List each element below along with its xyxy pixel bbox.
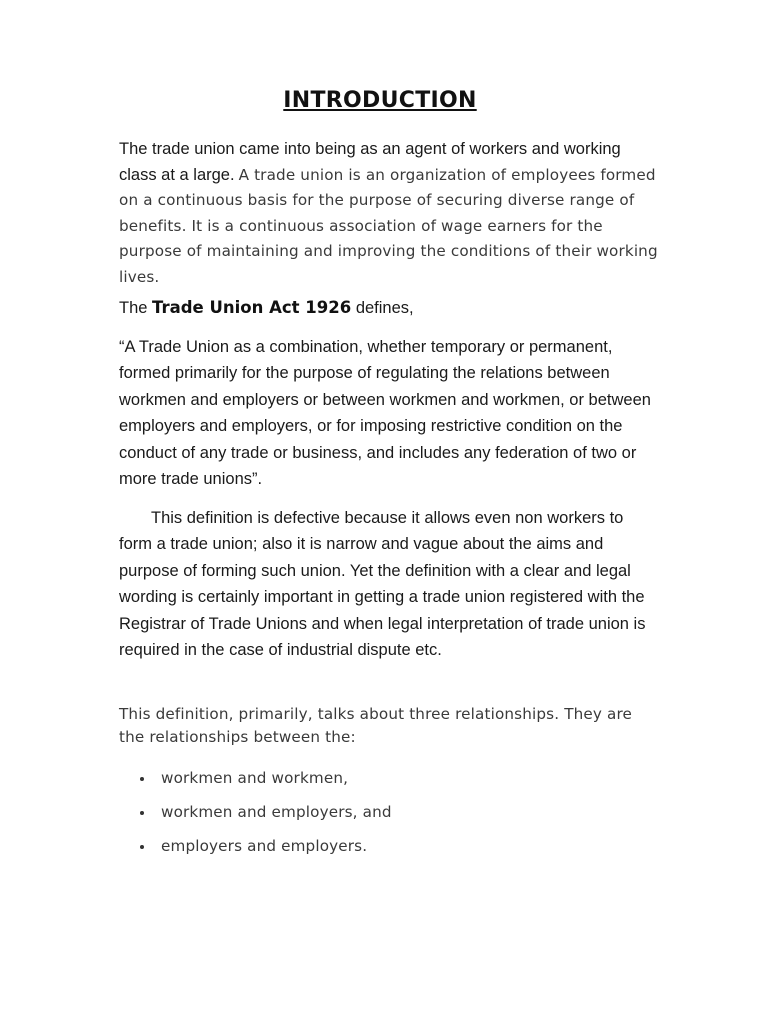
list-item-text: workmen and workmen,	[161, 769, 349, 787]
page-title: INTRODUCTION	[283, 88, 477, 113]
act-name: Trade Union Act 1926	[152, 298, 352, 317]
act-prefix: The	[119, 299, 148, 317]
intro-sentence: The trade union came into being as an agent of workers and working class at a large.	[119, 140, 621, 184]
list-item	[140, 767, 392, 801]
intro-paragraph	[119, 137, 659, 290]
relationships-intro: This definition, primarily, talks about three relationships. They are the relationships between the:	[119, 705, 633, 746]
definition-quote: “A Trade Union as a combination, whether temporary or permanent, formed primarily for the purpose of regulating the relations between workmen and employers or between workmen and workmen, or between employers and employers, or for imposing restrictive condition on the conduct of any trade or business, and includes any federation of two or more trade unions”.	[119, 338, 651, 489]
critique-paragraph: This definition is defective because it allows even non workers to form a trade union; also it is narrow and vague about the aims and purpose of forming such union. Yet the definition with a clear and legal wording is certainly important in getting a trade union registered with the Registrar of Trade Unions and when legal interpretation of trade union is required in the case of industrial dispute etc.	[119, 509, 646, 660]
list-item-text: workmen and employers, and	[161, 803, 392, 821]
bullet-icon	[140, 777, 144, 781]
intro-definition-text: A trade union is an organization of employees formed on a continuous basis for the purpose of securing diverse range of benefits. It is a continuous association of wage earners for the purpose of maintaining and improving the conditions of their working lives.	[119, 165, 658, 286]
list-item	[140, 801, 392, 835]
bullet-icon	[140, 811, 144, 815]
bullet-icon	[140, 845, 144, 849]
act-reference-line	[119, 294, 659, 322]
list-item-text: employers and employers.	[161, 837, 368, 855]
relationships-list	[140, 767, 392, 869]
act-suffix: defines,	[355, 299, 414, 317]
list-item	[140, 835, 392, 869]
